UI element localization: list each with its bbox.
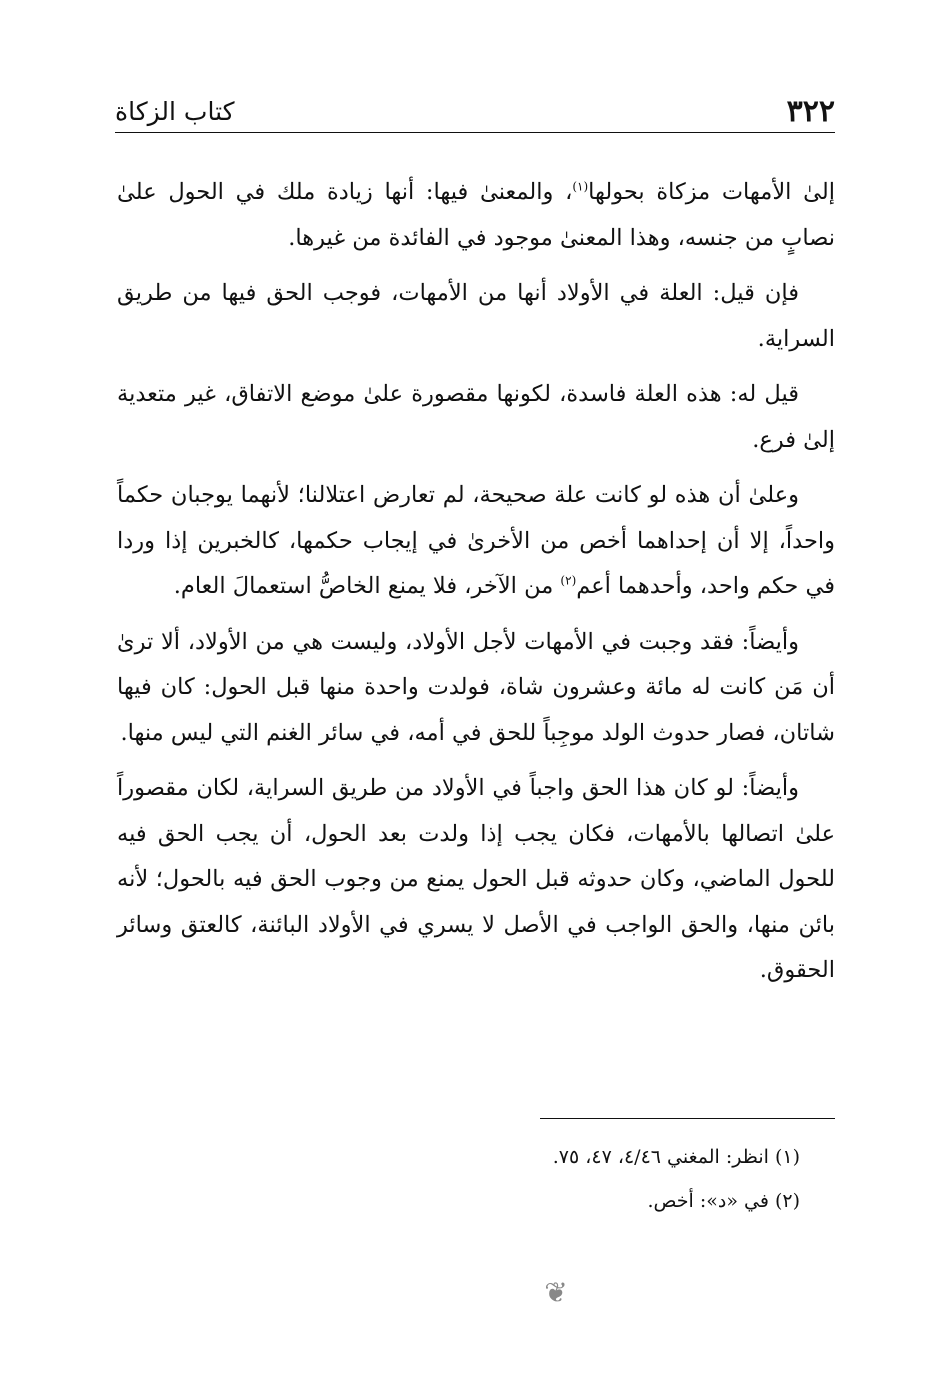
paragraph-6: وأيضاً: لو كان هذا الحق واجباً في الأولاد من طريق السراية، لكان مقصوراً علىٰ اتصالها بالأمهات، فكان يجب إذا ولدت بعد الحول، أن يجب الحق فيه للحول الماضي، وكان حدوثه قبل الحول يمنع من وجوب الحق فيه بالحول؛ لأنه بائن منها، والحق الواجب في الأصل لا يسري في الأولاد البائنة، كالعتق وسائر الحقوق. [117, 775, 835, 983]
footnote-ref-1: (١) [572, 179, 589, 194]
paragraph-1-text-a: إلىٰ الأمهات مزكاة بحولها [588, 179, 835, 205]
footnote-separator [540, 1118, 835, 1119]
paragraph-3: قيل له: هذه العلة فاسدة، لكونها مقصورة علىٰ موضع الاتفاق، غير متعدية إلىٰ فرع. [117, 381, 835, 453]
printer-ornament-icon: ❦ [544, 1276, 566, 1309]
footnote-2: (٢) في «د»: أخص. [647, 1190, 800, 1212]
page-header [115, 92, 835, 133]
footnotes [300, 1135, 800, 1223]
paragraph-5: وأيضاً: فقد وجبت في الأمهات لأجل الأولاد، وليست هي من الأولاد، ألا ترىٰ أن مَن كانت له مائة وعشرون شاة، فولدت واحدة منها قبل الحول: كان فيها شاتان، فصار حدوث الولد موجِباً للحق في أمه، في سائر الغنم التي ليس منها. [117, 628, 835, 746]
paragraph-4-text-b: من الآخر، فلا يمنع الخاصُّ استعمالَ العام. [173, 573, 561, 599]
paragraph-4-text-a: وعلىٰ أن هذه لو كانت علة صحيحة، لم تعارض اعتلالنا؛ لأنهما يوجبان حكماً واحداً، إلا أن إحداهما أخص من الأخرىٰ في إيجاب حكمها، كالخبرين إذا وردا في حكم واحد، وأحدهما أعم [117, 482, 835, 599]
running-title: كتاب الزكاة [115, 97, 235, 126]
footnote-ref-2: (٢) [560, 573, 577, 588]
page-number: ٣٢٢ [786, 94, 835, 129]
paragraph-1 [117, 170, 835, 261]
paragraph-4 [117, 473, 835, 610]
paragraph-2: فإن قيل: العلة في الأولاد أنها من الأمهات، فوجب الحق فيها من طريق السراية. [117, 280, 835, 352]
main-text [117, 170, 835, 1004]
footnote-1: (١) انظر: المغني ٤/٤٦، ٤٧، ٧٥. [552, 1146, 800, 1168]
paragraph-1-text-b: ، والمعنىٰ فيها: أنها زيادة ملك في الحول علىٰ نصابٍ من جنسه، وهذا المعنىٰ موجود في الفائدة من غيرها. [117, 179, 835, 251]
